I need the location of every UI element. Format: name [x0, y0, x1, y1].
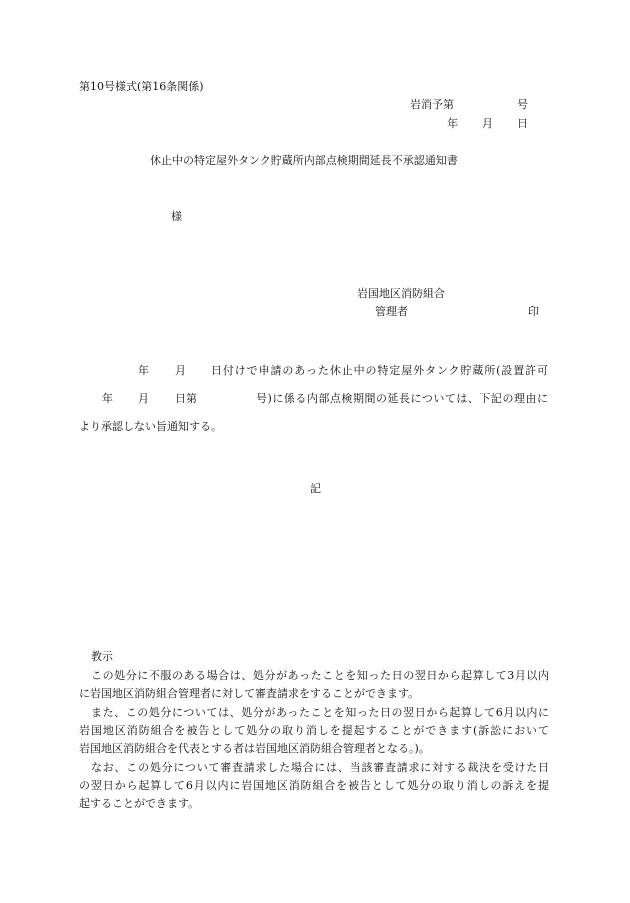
seal-mark: 印: [528, 305, 539, 318]
notice-p2-line1: また、この処分については、処分があったことを知った日の翌日から起算して6月以内に: [91, 706, 549, 719]
notice-p3-line1: なお、この処分について審査請求した場合には、当該審査請求に対する裁決を受けた日: [91, 761, 549, 774]
issuer-role: 管理者: [375, 305, 408, 318]
body-line2-year: 年: [102, 392, 113, 405]
addressee-suffix: 様: [171, 210, 182, 223]
form-label: 第10号様式(第16条関係): [79, 80, 204, 93]
notice-p2-line2: 岩国地区消防組合を被告として処分の取り消しを提起することができます(訴訟において: [79, 724, 549, 737]
notice-p3-line2: の翌日から起算して6月以内に岩国地区消防組合を被告として処分の取り消しの訴えを提: [79, 779, 549, 792]
notice-p3-line3: 起することができます。: [79, 797, 200, 810]
doc-number-suffix: 号: [517, 98, 528, 111]
notice-p1-line1: この処分に不服のある場合は、処分があったことを知った日の翌日から起算して3月以内: [91, 669, 549, 682]
body-line2-day-number: 日第: [175, 392, 197, 405]
date-year: 年: [447, 117, 458, 130]
body-line1-year: 年: [138, 364, 149, 377]
date-month: 月: [482, 117, 493, 130]
body-line2-month: 月: [138, 392, 149, 405]
body-line3: より承認しない旨通知する。: [79, 420, 222, 433]
body-line2-text: 号)に係る内部点検期間の延長については、下記の理由に: [256, 392, 548, 405]
body-line1-month: 月: [175, 364, 186, 377]
notice-heading: 教示: [91, 650, 113, 663]
body-line1-text: 日付けで申請のあった休止中の特定屋外タンク貯蔵所(設置許可: [211, 364, 548, 377]
issuer-organization: 岩国地区消防組合: [357, 287, 445, 300]
date-day: 日: [517, 117, 528, 130]
doc-number-prefix: 岩消予第: [410, 98, 454, 111]
ki-marker: 記: [310, 482, 321, 495]
notice-p2-line3: 岩国地区消防組合を代表とする者は岩国地区消防組合管理者となる。)。: [79, 742, 430, 755]
notice-p1-line2: に岩国地区消防組合管理者に対して審査請求をすることができます。: [79, 687, 420, 700]
document-title: 休止中の特定屋外タンク貯蔵所内部点検期間延長不承認通知書: [150, 154, 458, 167]
